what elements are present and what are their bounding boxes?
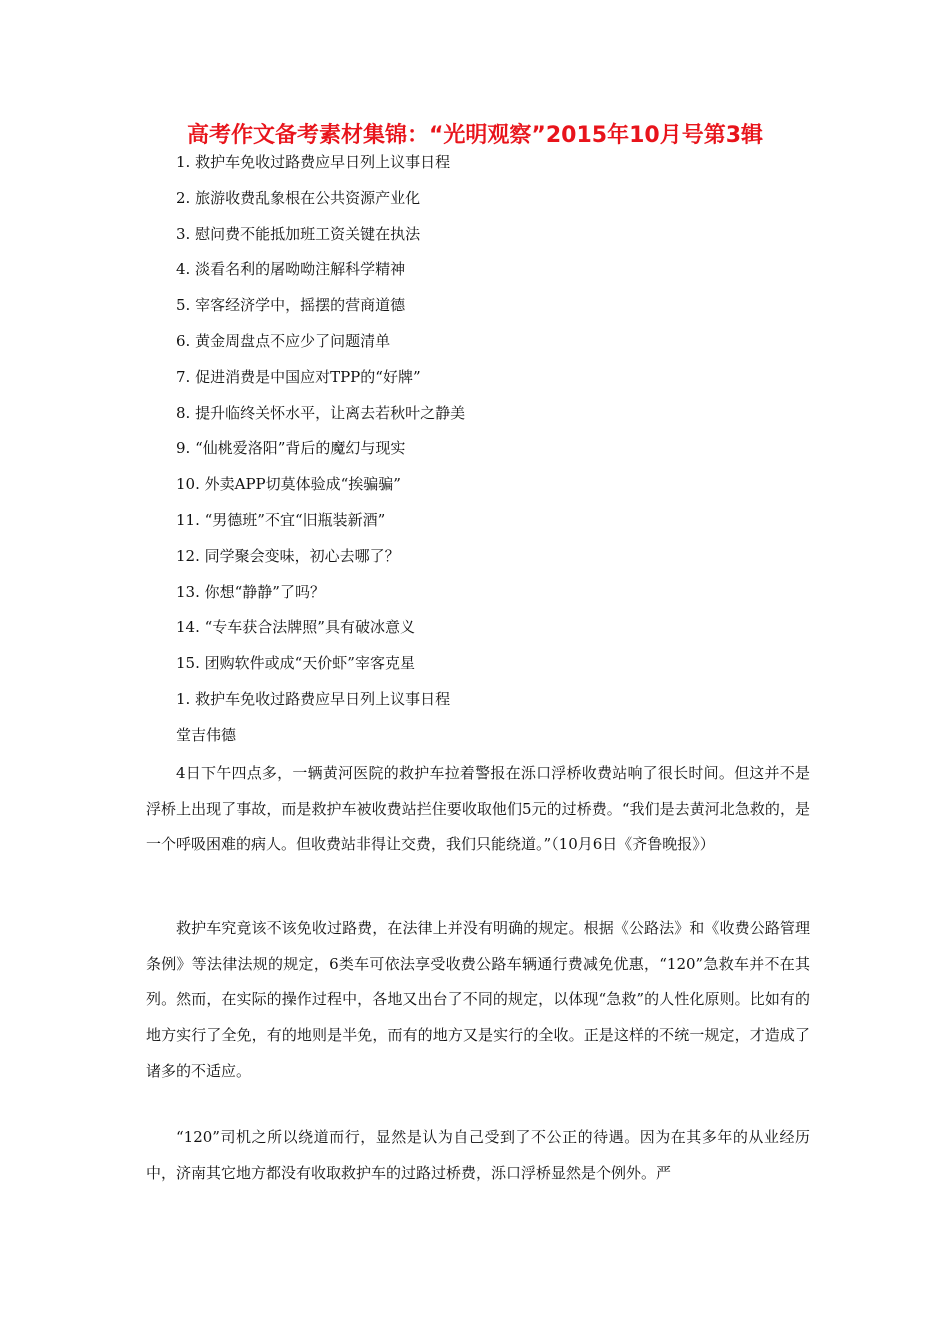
toc-item: 7. 促进消费是中国应对TPP的“好牌” xyxy=(176,367,421,386)
toc-item: 12. 同学聚会变味，初心去哪了？ xyxy=(176,546,400,565)
toc-item: 13. 你想“静静”了吗？ xyxy=(176,582,325,601)
toc-item: 2. 旅游收费乱象根在公共资源产业化 xyxy=(176,188,421,207)
toc-item: 4. 淡看名利的屠呦呦注解科学精神 xyxy=(176,260,406,279)
article-heading: 1. 救护车免收过路费应早日列上议事日程 xyxy=(176,690,451,708)
toc-item: 1. 救护车免收过路费应早日列上议事日程 xyxy=(176,153,451,171)
toc-item: 6. 黄金周盘点不应少了问题清单 xyxy=(176,331,391,350)
document-title: 高考作文备考素材集锦：“光明观察”2015年10月号第3辑 xyxy=(186,123,764,148)
toc-item: 3. 慰问费不能抵加班工资关键在执法 xyxy=(176,224,421,243)
toc-item: 14. “专车获合法牌照”具有破冰意义 xyxy=(176,618,415,637)
toc-item: 8. 提升临终关怀水平，让离去若秋叶之静美 xyxy=(176,403,466,422)
toc-item: 11. “男德班”不宜“旧瓶装新酒” xyxy=(176,510,386,529)
toc-item: 10. 外卖APP切莫体验成“挨骗骗” xyxy=(176,475,401,494)
body-paragraph: 4日下午四点多，一辆黄河医院的救护车拉着警报在泺口浮桥收费站响了很长时间。但这并不是浮桥上出现了事故，而是救护车被收费站拦住要收取他们5元的过桥费。“我们是去黄河北急救的，是一个呼吸困难的病人。但收费站非得让交费，我们只能绕道。”（10月6日《齐鲁晚报》） xyxy=(146,764,810,854)
toc-item: 9. “仙桃爱洛阳”背后的魔幻与现实 xyxy=(176,439,406,458)
body-paragraph: “120”司机之所以绕道而行，显然是认为自己受到了不公正的待遇。因为在其多年的从业经历中，济南其它地方都没有收取救护车的过路过桥费，泺口浮桥显然是个例外。严 xyxy=(146,1128,810,1182)
body-paragraph: 救护车究竟该不该免收过路费，在法律上并没有明确的规定。根据《公路法》和《收费公路管理条例》等法律法规的规定，6类车可依法享受收费公路车辆通行费减免优惠，“120”急救车并不在其列。然而，在实际的操作过程中，各地又出台了不同的规定，以体现“急救”的人性化原则。比如有的地方实行了全免，有的地则是半免，而有的地方又是实行的全收。正是这样的不统一规定，才造成了诸多的不适应。 xyxy=(146,919,810,1080)
table-of-contents xyxy=(176,147,816,684)
toc-item: 15. 团购软件或成“天价虾”宰客克星 xyxy=(176,654,415,673)
toc-item: 5. 宰客经济学中，摇摆的营商道德 xyxy=(176,296,406,315)
article-author: 堂吉伟德 xyxy=(176,726,237,744)
